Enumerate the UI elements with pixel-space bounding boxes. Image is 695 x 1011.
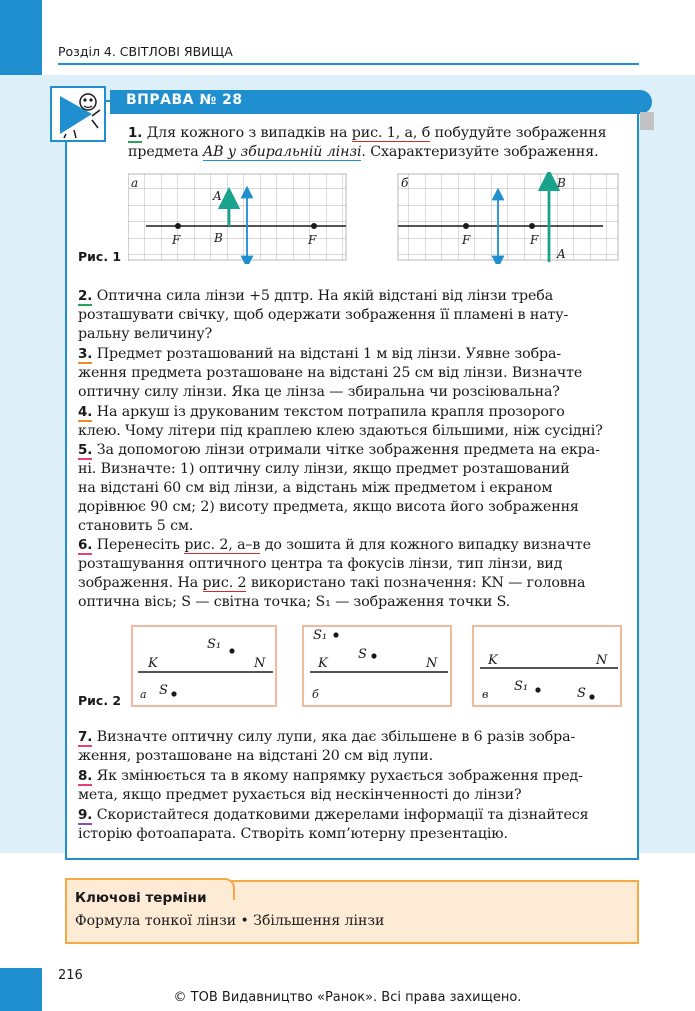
task-6-line-3: зображення. На рис. 2 використано такі позначення: KN — головна	[78, 575, 586, 591]
fig2-c-label-S1: S₁	[514, 679, 529, 694]
task-6-line-4: оптична вісь; S — світна точка; S₁ — зображення точки S.	[78, 594, 511, 610]
task-6-line-1: 6. Перенесіть рис. 2, а–в до зошита й для кожного випадку визначте	[78, 537, 591, 553]
task-5-line-3: на відстані 60 см від лінзи, а відстань між предметом і екраном	[78, 480, 553, 496]
task-9-number: 9.	[78, 807, 93, 823]
fig2-c-label-S: S	[577, 686, 586, 701]
fig1-a-label-F2: F	[308, 233, 317, 247]
task-4-line-2: клею. Чому літери під краплею клею здаються більшими, ніж сусідні?	[78, 423, 603, 439]
figure-2-label: Рис. 2	[78, 693, 122, 708]
fig2-b-point-S1	[333, 632, 338, 637]
fig2-a-label-S1: S₁	[207, 637, 222, 652]
figure-2-ref-2[interactable]: рис. 2	[202, 575, 247, 591]
task-5-line-5: становить 5 см.	[78, 518, 194, 534]
fig1-b-label-F1: F	[462, 233, 471, 247]
grid-b	[398, 174, 618, 260]
focus-a-left	[175, 223, 181, 229]
task-5-line-2: ні. Визначте: 1) оптичну силу лінзи, якщо предмет розташований	[78, 461, 570, 477]
focus-b-right	[529, 223, 535, 229]
task-2-line-2: розташувати свічку, щоб одержати зображення її пламені в нату-	[78, 307, 569, 323]
fig1-a-label-A: A	[213, 189, 222, 203]
task-3-line-2: ження предмета розташоване на відстані 25 см від лінзи. Визначте	[78, 365, 583, 381]
task-5-line-4: дорівнює 90 см; 2) висоту предмета, якщо висота його зображення	[78, 499, 579, 515]
task-4-number: 4.	[78, 404, 93, 420]
fig2-b-label-S1: S₁	[313, 628, 328, 643]
task-7-line-2: ження, розташоване на відстані 20 см від лупи.	[78, 748, 433, 764]
fig2-c-point-S1	[535, 687, 540, 692]
header-tab	[640, 112, 654, 130]
copyright-notice: © ТОВ Видавництво «Ранок». Всі права захищено.	[173, 990, 522, 1005]
grid-a	[128, 174, 346, 260]
fig2-c-point-S	[589, 694, 594, 699]
task-9-line-2: історію фотоапарата. Створіть комп’ютерну презентацію.	[78, 826, 508, 842]
figure-2-ref[interactable]: рис. 2, а–в	[184, 537, 261, 553]
task-7-number: 7.	[78, 729, 93, 745]
fig2-b-label-N: N	[426, 656, 438, 671]
fig1-b-label-B: B	[557, 176, 566, 190]
page-number: 216	[58, 968, 83, 983]
fig2-a-point-S1	[229, 648, 234, 653]
fig1-b-tag: б	[401, 176, 409, 190]
task-2-number: 2.	[78, 288, 93, 304]
focus-b-left	[463, 223, 469, 229]
focus-a-right	[311, 223, 317, 229]
fig2-b-label-K: K	[318, 656, 328, 671]
fig2-b-point-S	[371, 653, 376, 658]
exercise-title: ВПРАВА № 28	[126, 92, 243, 108]
fig2-b-tag: б	[312, 688, 319, 701]
fig2-a-label-S: S	[159, 683, 168, 698]
key-terms-title: Ключові терміни	[75, 890, 207, 906]
fig2-c-label-K: K	[488, 653, 498, 668]
fig2-a-label-K: K	[148, 656, 158, 671]
task-6-number: 6.	[78, 537, 93, 553]
task-7-line-1: 7. Визначте оптичну силу лупи, яка дає збільшене в 6 разів зобра-	[78, 729, 576, 745]
task-3-line-3: оптичну силу лінзи. Яка це лінза — збиральна чи розсіювальна?	[78, 384, 560, 400]
figure-1-ref[interactable]: рис. 1, а, б	[351, 125, 431, 141]
fig1-a-label-B: B	[214, 231, 223, 245]
fig1-a-tag: а	[131, 176, 139, 190]
fig2-c-label-N: N	[596, 653, 608, 668]
task-9-line-1: 9. Скористайтеся додатковими джерелами інформації та дізнайтеся	[78, 807, 589, 823]
task-3-number: 3.	[78, 346, 93, 362]
figure-1-label: Рис. 1	[78, 249, 122, 264]
task-6-line-2: розташування оптичного центра та фокусів лінзи, тип лінзи, вид	[78, 556, 563, 572]
task-5-line-1: 5. За допомогою лінзи отримали чітке зображення предмета на екра-	[78, 442, 600, 458]
task-4-line-1: 4. На аркуш із друкованим текстом потрапила крапля прозорого	[78, 404, 565, 420]
chapter-title: Розділ 4. СВІТЛОВІ ЯВИЩА	[58, 44, 233, 59]
chapter-divider	[58, 63, 639, 65]
fig1-a-label-F1: F	[172, 233, 181, 247]
task-5-number: 5.	[78, 442, 93, 458]
task-1-line-2: предмета AB у збиральній лінзі. Схарактеризуйте зображення.	[128, 144, 599, 160]
task-1-line-1: 1. Для кожного з випадків на рис. 1, а, б побудуйте зображення	[128, 125, 607, 141]
left-color-strip	[0, 0, 42, 75]
task-8-line-1: 8. Як змінюється та в якому напрямку рухається зображення пред-	[78, 768, 583, 784]
task-2-line-3: ральну величину?	[78, 326, 213, 342]
fig2-c-tag: в	[482, 688, 489, 701]
fig2-b-label-S: S	[358, 647, 367, 662]
fig2-a-point-S	[171, 691, 176, 696]
exercise-mascot-icon	[50, 86, 106, 142]
task-8-number: 8.	[78, 768, 93, 784]
fig1-b-label-A: A	[557, 247, 566, 261]
figure-1	[128, 172, 623, 264]
fig2-a-label-N: N	[254, 656, 266, 671]
task-3-line-1: 3. Предмет розташований на відстані 1 м від лінзи. Уявне зобра-	[78, 346, 562, 362]
task-2-line-1: 2. Оптична сила лінзи +5 дптр. На якій відстані від лінзи треба	[78, 288, 554, 304]
fig2-a-tag: а	[140, 688, 147, 701]
task-8-line-2: мета, якщо предмет рухається від нескінченності до лінзи?	[78, 787, 522, 803]
key-terms-text: Формула тонкої лінзи • Збільшення лінзи	[75, 913, 385, 929]
task-1-number: 1.	[128, 125, 143, 141]
fig1-b-label-F2: F	[530, 233, 539, 247]
figure-2	[130, 624, 625, 708]
